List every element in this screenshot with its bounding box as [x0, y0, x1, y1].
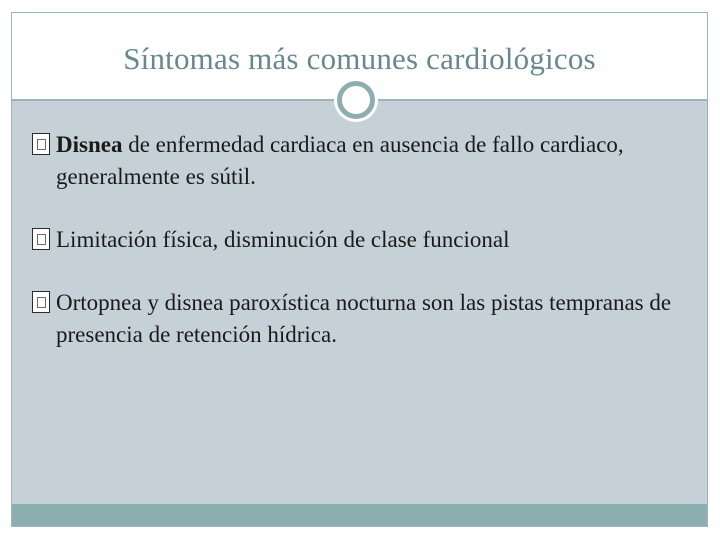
bullet-list [32, 129, 702, 382]
circle-ornament-icon [337, 81, 375, 119]
bullet-item-3-text: Ortopnea y disnea paroxística nocturna son las pistas tempranas de presencia de retención hídrica. [56, 290, 672, 347]
square-bullet-icon [32, 228, 50, 250]
bottom-band [12, 504, 707, 526]
slide-frame [11, 12, 708, 527]
slide-title: Síntomas más comunes cardiológicos [123, 41, 596, 76]
bullet-item-2 [32, 224, 702, 256]
bullet-item-1-bold: Disnea [56, 132, 123, 157]
square-bullet-icon [32, 133, 50, 155]
square-bullet-icon [32, 291, 50, 313]
bullet-item-1-text: de enfermedad cardiaca en ausencia de fallo cardiaco, generalmente es sútil. [56, 132, 624, 189]
bullet-item-2-text: Limitación física, disminución de clase funcional [56, 227, 510, 252]
bullet-item-3 [32, 287, 702, 351]
bullet-item-1 [32, 129, 702, 193]
